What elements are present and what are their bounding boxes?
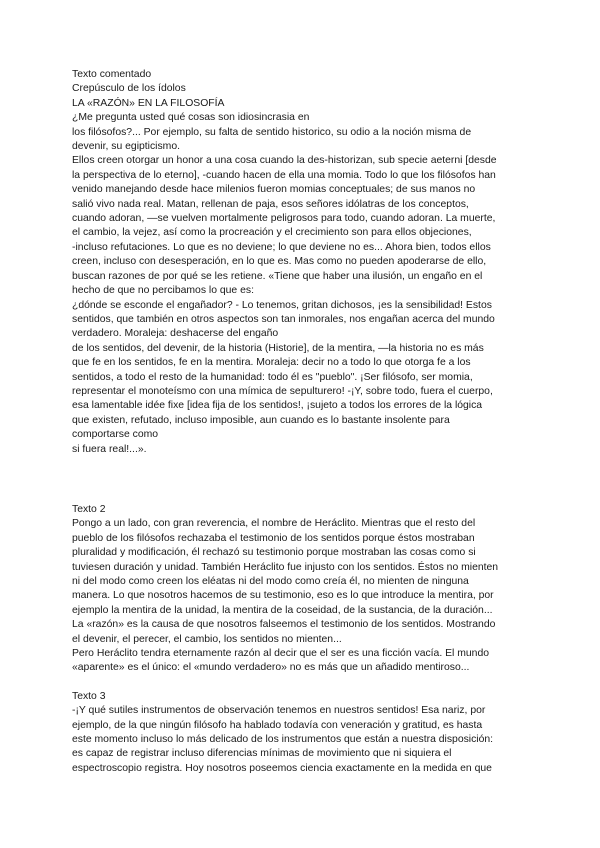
text-line: ni del modo como creen los eléatas ni del modo como creía él, no mienten de ninguna — [72, 576, 469, 587]
text-line: Pongo a un lado, con gran reverencia, el nombre de Heráclito. Mientras que el resto del — [72, 518, 476, 530]
text-line: que fe en los sentidos, fe en la mentira. Moraleja: decir no a todo lo que otorga fe a los — [72, 357, 471, 369]
text-line: ejemplo, de la que ningún filósofo ha hablado todavía con veneración y gratitud, es hasta — [72, 719, 483, 731]
section-gap — [72, 676, 520, 690]
text-line: comportarse como — [72, 429, 159, 441]
text-line: el devenir, el perecer, el cambio, los sentidos no mienten... — [72, 633, 342, 645]
text-line: cuando adoran, —se vuelven mortalmente peligrosos para todo, cuando adoran. La muerte, — [72, 213, 496, 225]
text-line: devenir, su egipticismo. — [72, 141, 181, 153]
text-line: Ellos creen otorgar un honor a una cosa cuando la des-historizan, sub specie aeterni [desde — [72, 155, 497, 167]
text-line: «aparente» es el único: el «mundo verdadero» no es más que un añadido mentiroso... — [72, 662, 470, 674]
text-line: -¡Y qué sutiles instrumentos de observación tenemos en nuestros sentidos! Esa nariz, por — [72, 705, 486, 717]
text-line: esa lamentable idée fixe [idea fija de los sentidos!, ¡sujeto a todos los errores de la lógica — [72, 400, 483, 412]
text-line: es capaz de registrar incluso diferencias mínimas de movimiento que ni siquiera el — [72, 748, 452, 760]
texto-3-title: Texto 3 — [72, 690, 106, 702]
text-line: hecho de que no percibamos lo que es: — [72, 285, 254, 297]
text-line: buscan razones de por qué se les retiene. «Tiene que haber una ilusión, un engaño en el — [72, 270, 483, 282]
header-label: Texto comentado — [72, 69, 152, 80]
text-line: Pero Heráclito tendra eternamente razón al decir que el ser es una ficción vacía. El mundo — [72, 648, 490, 660]
text-line: verdadero. Moraleja: deshacerse del engaño — [72, 328, 279, 340]
document-header — [72, 68, 520, 111]
text-line: sentidos, a todo el resto de la humanidad: todo él es "pueblo". ¡Ser filósofo, ser momia, — [72, 371, 473, 383]
section-gap — [72, 457, 520, 503]
texto-1-body — [72, 111, 520, 457]
text-line: espectroscopio registra. Hoy nosotros poseemos ciencia exactamente en la medida en que — [72, 762, 492, 774]
text-line: representar el monoteísmo con una mímica de sepulturero! -¡Y, sobre todo, fuera el cuerpo, — [72, 385, 493, 397]
text-line: ¿Me pregunta usted qué cosas son idiosincrasia en — [72, 112, 310, 124]
texto-2-title: Texto 2 — [72, 503, 106, 515]
text-line: pluralidad y modificación, él rechazó su testimonio porque mostraban las cosas como si — [72, 547, 476, 559]
text-line: el cambio, la vejez, así como la procreación y el crecimiento son para ellos objeciones, — [72, 227, 472, 239]
text-line: la perspectiva de lo eterno], -cuando hacen de ella una momia. Todo lo que los filósofos han — [72, 169, 496, 181]
text-line: La «razón» es la causa de que nosotros falseemos el testimonio de los sentidos. Mostrando — [72, 619, 496, 631]
text-line: venido manejando desde hace milenios fueron momias conceptuales; de sus manos no — [72, 184, 476, 196]
text-line: este momento incluso lo más delicado de los instrumentos que están a nuestra disposición: — [72, 734, 494, 746]
text-line: pueblo de los filósofos rechazaba el testimonio de los sentidos porque éstos mostraban — [72, 532, 475, 544]
text-line: si fuera real!...». — [72, 443, 147, 455]
text-line: salió vivo nada real. Matan, rellenan de paja, esos señores idólatras de los conceptos, — [72, 198, 469, 210]
text-line: -incluso refutaciones. Lo que es no deviene; lo que deviene no es... Ahora bien, todos ellos — [72, 241, 491, 253]
text-line: sentidos, que también en otros aspectos son tan inmorales, nos engañan acerca del mundo — [72, 313, 495, 325]
text-line: ejemplo la mentira de la unidad, la mentira de la coseidad, de la sustancia, de la duración... — [72, 604, 493, 616]
text-line: los filósofos?... Por ejemplo, su falta de sentido historico, su odio a la noción misma de — [72, 126, 472, 138]
text-line: de los sentidos, del devenir, de la historia (Historie], de la mentira, —la historia no es más — [72, 342, 484, 354]
texto-3-body — [72, 704, 520, 776]
texto-2-body — [72, 517, 520, 675]
text-line: tuviesen duración y unidad. También Heráclito fue injusto con los sentidos. Éstos no mienten — [72, 561, 499, 573]
chapter-title: LA «RAZÓN» EN LA FILOSOFÍA — [72, 97, 225, 109]
work-title: Crepúsculo de los ídolos — [72, 83, 186, 95]
text-line: que existen, refutado, incluso imposible, aun cuando es lo bastante insolente para — [72, 414, 450, 426]
text-line: creen, incluso con desesperación, en lo que es. Mas como no pueden apoderarse de ello, — [72, 256, 487, 268]
text-line: manera. Lo que nosotros hacemos de su testimonio, eso es lo que introduce la mentira, por — [72, 590, 494, 602]
text-line: ¿dónde se esconde el engañador? - Lo tenemos, gritan dichosos, ¡es la sensibilidad! Estos — [72, 299, 492, 311]
